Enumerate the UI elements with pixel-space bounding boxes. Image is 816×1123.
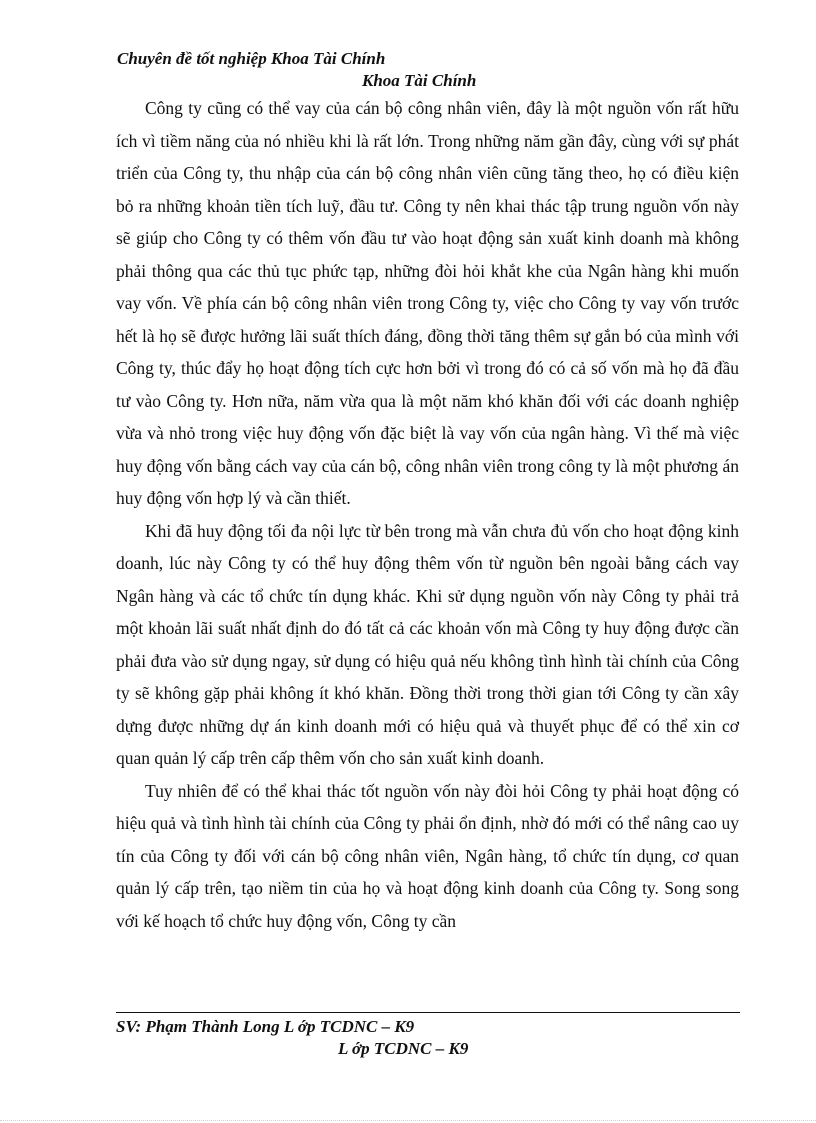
document-body (116, 92, 739, 937)
page-boundary (0, 1120, 816, 1121)
running-footer-class: L ớp TCDNC – K9 (338, 1039, 469, 1058)
running-footer: SV: Phạm Thành Long L ớp TCDNC – K9 (116, 1017, 415, 1036)
paragraph-employee-loans: Công ty cũng có thể vay của cán bộ công nhân viên, đây là một nguồn vốn rất hữu ích vì tiềm năng của nó nhiều khi là rất lớn. Trong những năm gần đây, cùng với sự phát triển của Công ty, thu nhập của cán bộ công nhân viên cũng tăng theo, họ có điều kiện bỏ ra những khoản tiền tích luỹ, đầu tư. Công ty nên khai thác tập trung nguồn vốn này sẽ giúp cho Công ty có thêm vốn đầu tư vào hoạt động sản xuất kinh doanh mà không phải thông qua các thủ tục phức tạp, những đòi hỏi khắt khe của Ngân hàng khi muốn vay vốn. Về phía cán bộ công nhân viên trong Công ty, việc cho Công ty vay vốn trước hết là họ sẽ được hưởng lãi suất thích đáng, đồng thời tăng thêm sự gắn bó của mình với Công ty, thúc đẩy họ hoạt động tích cực hơn bởi vì trong đó có cả số vốn mà họ đã đầu tư vào Công ty. Hơn nữa, năm vừa qua là một năm khó khăn đối với các doanh nghiệp vừa và nhỏ trong việc huy động vốn đặc biệt là vay vốn của ngân hàng. Vì thế mà việc huy động vốn bằng cách vay của cán bộ, công nhân viên trong công ty là một phương án huy động vốn hợp lý và cần thiết. (116, 98, 739, 508)
running-header-department: Khoa Tài Chính (362, 71, 477, 90)
running-header: Chuyên đề tốt nghiệp Khoa Tài Chính (117, 49, 386, 68)
paragraph-bank-loans: Khi đã huy động tối đa nội lực từ bên trong mà vẫn chưa đủ vốn cho hoạt động kinh doanh, lúc này Công ty có thể huy động thêm vốn từ nguồn bên ngoài bằng cách vay Ngân hàng và các tổ chức tín dụng khác. Khi sử dụng nguồn vốn này Công ty phải trả một khoản lãi suất nhất định do đó tất cả các khoản vốn mà Công ty huy động được cần phải đưa vào sử dụng ngay, sử dụng có hiệu quả nếu không tình hình tài chính của Công ty sẽ không gặp phải không ít khó khăn. Đồng thời trong thời gian tới Công ty cần xây dựng được những dự án kinh doanh mới có hiệu quả và thuyết phục để có thể xin cơ quan quản lý cấp trên cấp thêm vốn cho sản xuất kinh doanh. (116, 520, 739, 768)
paragraph-efficiency: Tuy nhiên để có thể khai thác tốt nguồn vốn này đòi hỏi Công ty phải hoạt động có hiệu quả và tình hình tài chính của Công ty phải ổn định, nhờ đó mới có thể nâng cao uy tín của Công ty đối với cán bộ công nhân viên, Ngân hàng, tổ chức tín dụng, cơ quan quản lý cấp trên, tạo niềm tin của họ và hoạt động kinh doanh của Công ty. Song song với kế hoạch tổ chức huy động vốn, Công ty cần (116, 780, 739, 931)
footer-divider (116, 1012, 740, 1013)
